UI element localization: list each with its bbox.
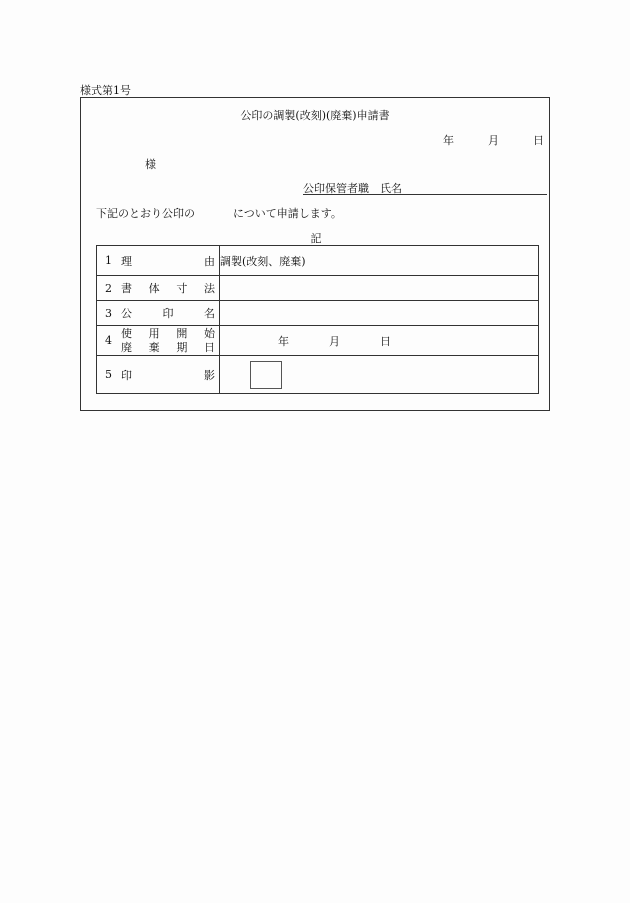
start-disposal-date-value[interactable] bbox=[220, 326, 539, 356]
table-row bbox=[97, 326, 539, 356]
intro-sentence bbox=[96, 205, 342, 221]
label-char: 使 bbox=[121, 326, 132, 340]
label-char: 公 bbox=[121, 307, 132, 320]
addressee-suffix: 様 bbox=[145, 158, 156, 171]
date-year-label: 年 bbox=[278, 334, 289, 348]
item-label bbox=[97, 246, 220, 276]
date-day-label: 日 bbox=[380, 334, 391, 348]
items-table bbox=[96, 245, 539, 394]
table-row bbox=[97, 301, 539, 326]
label-char: 法 bbox=[203, 282, 215, 295]
item-number: 3 bbox=[105, 306, 112, 320]
item-number: 5 bbox=[105, 368, 112, 381]
item-number: 2 bbox=[105, 281, 112, 295]
intro-blank[interactable] bbox=[195, 205, 233, 221]
date-month-label: 月 bbox=[329, 334, 340, 348]
custodian-label: 公印保管者職 氏名 bbox=[303, 182, 402, 195]
item-label bbox=[97, 276, 220, 301]
label-char: 印 bbox=[121, 368, 132, 382]
item-label bbox=[97, 301, 220, 326]
date-day-label: 日 bbox=[533, 134, 544, 147]
label-char: 始 bbox=[203, 326, 215, 340]
item-number: 4 bbox=[105, 334, 112, 347]
item-label bbox=[97, 356, 220, 394]
reason-value[interactable]: 調製(改刻、廃棄) bbox=[220, 246, 539, 276]
seal-impression-box[interactable] bbox=[250, 361, 282, 389]
form-title: 公印の調製(改刻)(廃棄)申請書 bbox=[240, 109, 390, 122]
label-char: 由 bbox=[204, 254, 215, 268]
typeface-size-value[interactable] bbox=[220, 276, 539, 301]
intro-after: について申請します。 bbox=[233, 207, 342, 220]
date-month-label: 月 bbox=[488, 134, 499, 147]
table-row bbox=[97, 356, 539, 394]
ki-heading: 記 bbox=[310, 232, 322, 245]
label-char: 棄 bbox=[148, 340, 160, 354]
label-char: 理 bbox=[121, 254, 132, 268]
custodian-signature-line[interactable] bbox=[303, 180, 547, 195]
form-number: 様式第1号 bbox=[80, 84, 131, 97]
date-year-label: 年 bbox=[443, 134, 454, 147]
label-char: 体 bbox=[148, 282, 160, 295]
table-row bbox=[97, 246, 539, 276]
seal-name-value[interactable] bbox=[220, 301, 539, 326]
label-char: 印 bbox=[162, 307, 174, 320]
label-char: 期 bbox=[176, 340, 188, 354]
label-char: 日 bbox=[203, 340, 215, 354]
application-date bbox=[443, 132, 544, 148]
label-char: 名 bbox=[204, 307, 215, 320]
seal-impression-cell bbox=[220, 356, 539, 394]
application-form-frame bbox=[80, 97, 550, 411]
label-char: 廃 bbox=[121, 340, 132, 354]
label-char: 寸 bbox=[176, 282, 188, 295]
intro-before: 下記のとおり公印の bbox=[96, 207, 195, 220]
label-char: 開 bbox=[176, 326, 188, 340]
item-number: 1 bbox=[105, 254, 112, 267]
table-row bbox=[97, 276, 539, 301]
label-char: 書 bbox=[121, 282, 132, 295]
item-label bbox=[97, 326, 220, 356]
label-char: 影 bbox=[204, 368, 215, 382]
label-char: 用 bbox=[148, 326, 160, 340]
